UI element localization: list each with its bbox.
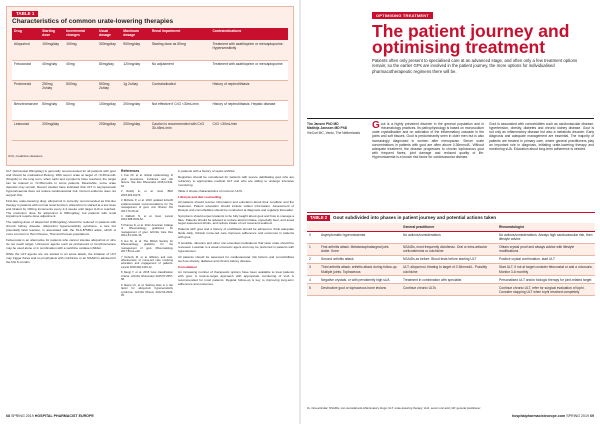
table2-header-cell: General practitioner [401, 223, 497, 231]
phase-index: 0 [307, 231, 319, 243]
folio-website: hospitalpharmacisteurope.com [511, 414, 566, 418]
table-row [12, 60, 288, 80]
table1 [12, 28, 288, 141]
table1-footnote: CrCl, creatinine clearance [8, 154, 43, 158]
table1-cell: 500mg [64, 80, 97, 100]
table-row [12, 80, 288, 100]
table2-cell: Obtain crystal proof and always advise with lifestyle modifications [497, 243, 595, 255]
folio-left [6, 414, 94, 418]
subheading: Lifestyle and diet counselling [178, 194, 222, 199]
table-row [12, 120, 288, 140]
reference-item: 8 Neogi T, et al. 2015 Gout classification criteria. Arthritis Rheumatol 2015;67:2557-68. [121, 271, 173, 282]
table1-cell: Febuxostat [12, 60, 40, 80]
article-headline: The patient journey and optimising treatment [372, 21, 570, 57]
table1-header-cell: Maximum dosage [121, 28, 150, 40]
paragraph: All patients should receive information and education about their condition and the treatment. Patient education should include written information. Assessment of lifestyle and comorbidities should be conducted at diagnosis and regularly thereafter. [178, 199, 294, 212]
reference-item: 7 Doherty M, et al. Efficacy and cost-effectiveness of nurse-led care involving education and engagement of patients. Lancet 2018;392:1403-12. [121, 255, 173, 269]
standfirst: Patients often only present to specialised care at an advanced stage, and often only a few treatment options remain; so the earlier GPs are involved in the patient journey, the more options for individualised pharmacotherapeutic regimens there will be. [372, 58, 578, 74]
table1-cell: Contraindicated [150, 80, 211, 100]
phase-index: 1 [307, 243, 319, 255]
dropcap: G [372, 120, 380, 131]
table1-cell: 40mg [64, 60, 97, 80]
folio-page-number: 68 [6, 414, 10, 418]
table-row [307, 255, 595, 263]
table1-cell: Not effective if CrCl <30mL/min [150, 100, 211, 120]
paragraph: If possible, diuretics and other non-essential medications that raise urate should be reviewed. Losartan is a weak uricosuric agent and may be preferred in patients with hypertension. [178, 241, 294, 254]
table2-cell: Treatment in combination with specialist [401, 276, 497, 284]
table-row [307, 276, 595, 284]
paragraph: The starting dose of allopurinol (100mg/day) should be reduced in patients with chronic kidney disease. Allopurinol hypersensitivity syndrome, a rare but potentially fatal reaction, is associated with the HLA-B*5801 allele, which is more common in Han Chinese, Thai and Korean populations. [6, 220, 116, 237]
reference-item: 4 Dalbeth N, et al. Gout. Lancet 2016;388:2039-52. [121, 214, 173, 222]
table2-cell: Second arthritis attack [319, 255, 401, 263]
table1-cell [64, 120, 97, 140]
table2-cell: Continue chronic ULT, refer for surgical evaluation of tophi. Consider stopping ULT when tophi resolved completely [497, 284, 595, 296]
phase-index: 5 [307, 284, 319, 296]
table1-cell: 100mg [64, 40, 97, 60]
table1-cell: 120mg/day [121, 60, 150, 80]
table1-cell: 900mg/day [121, 40, 150, 60]
folio-right [512, 414, 594, 418]
body-column-3 [178, 170, 294, 410]
table2-cell: No actions/considerations. Always high cardiovascular risk, then lifestyle advice [497, 231, 595, 243]
table2-footnote: IA, intra-articular; NSAIDs, non-steroidal anti-inflammatory drugs; ULT, urate-lowering therapy; sUA, serum uric acid; GP, general practitioner [307, 406, 481, 410]
table1-cell: Benzbromarone [12, 100, 40, 120]
table1-cell: 50mg/day [40, 100, 64, 120]
table1-cell: Treatment with azathioprine or mercaptopurine [210, 60, 288, 80]
paragraph: All patients should be assessed for cardiovascular risk factors and comorbidities such as obesity, diabetes and chronic kidney disease. [178, 255, 294, 264]
folio-issue-right: SPRING 2019 [566, 414, 589, 418]
paragraph: in patients with a history of septic arthritis. [178, 169, 236, 173]
table-row [12, 100, 288, 120]
table1-cell: Allopurinol [12, 40, 40, 60]
table-row [307, 231, 595, 243]
table2-header-row [307, 223, 595, 231]
table1-cell: 200mg/day [97, 120, 121, 140]
table2-title: Gout subdivided into phases in patient journey and potential actions taken [333, 215, 497, 220]
table1-cell: 300mg/day [97, 40, 121, 60]
table2-panel [307, 212, 595, 412]
table2-cell: Personalised ULT and/or biologic therapy for joint-related target [497, 276, 595, 284]
table2-cell: Destructive gout or tophaceous bone lesions [319, 284, 401, 296]
folio-publication: HOSPITAL PHARMACIST EUROPE [34, 414, 94, 418]
table1-cell: No adjustment [150, 60, 211, 80]
folio-page-number-right: 69 [590, 414, 594, 418]
table2-cell: Third arthritis attack: arthritis attack during follow-up. Multiple joints. Tophaceous [319, 263, 401, 275]
author-name-1: Tim Jansen PhD MD [307, 122, 339, 126]
table1-cell: 100mg/day [40, 40, 64, 60]
paragraph: While the ULT agents are not started in an acute attack, the initiation of ULT may trigger flares and so prophylaxis with colchicine or an NSAID is advised for the first 6 months. [6, 252, 116, 265]
reference-item: 6 Hui M, et al. The British Society for Rheumatology guideline for the management of gout. Rheumatology 2017;56:e1-e20. [121, 239, 173, 254]
table1-header-cell: Usual dosage [97, 28, 121, 40]
table1-header-cell: Starting dose [40, 28, 64, 40]
references-column [121, 170, 173, 410]
table-row [12, 40, 288, 60]
paragraph: Patients with gout and a history of urolithiasis should be advised to drink adequate fluids daily. Clinical nurse-led care improves adherence and outcomes in patients with gout. [178, 227, 294, 240]
table1-cell: 200mg/day [40, 120, 64, 140]
table1-cell: CrCl <30mL/min [210, 120, 288, 140]
table2 [307, 223, 595, 296]
table1-cell: 50mg [64, 100, 97, 120]
table1-header-cell: Contraindications [210, 28, 288, 40]
folio-issue: SPRING 2019 [11, 414, 34, 418]
table2-cell: Negative crystals, or with persistently high sUA [319, 276, 401, 284]
section-tag: OPTIMISING TREATMENT [372, 12, 433, 19]
table1-header-cell: Renal impairment [150, 28, 211, 40]
table1-cell: Treatment with azathioprine or mercaptopurine. Hypersensitivity [210, 40, 288, 60]
table-row [307, 243, 595, 255]
table2-cell: Positive crystal confirmation, start ULT [497, 255, 595, 263]
table2-header-cell [307, 223, 319, 231]
table2-cell: Start ULT, if not at target consider febuxostat or add a uricosuric. Monitor 3-6 monthly [497, 263, 595, 275]
table2-cell: NSAIDs as before. Blood tests before starting ULT [401, 255, 497, 263]
subheading: Consultation [178, 265, 197, 270]
phase-index: 3 [307, 263, 319, 275]
table1-title: Characteristics of common urate-lowering therapies [12, 18, 174, 25]
table2-header-cell: Rheumatologist [497, 223, 595, 231]
reference-item: 1 Kuo CF, et al. Global epidemiology of gout: prevalence, incidence and risk factors. Nat Rev Rheumatol 2015;11:649-62. [121, 174, 173, 188]
table1-cell: 1g 2x/day [121, 80, 150, 100]
reference-item: 2 Roddy E, et al. Gout. BMJ 2018;362:k3176. [121, 190, 173, 197]
table2-cell: First arthritis attack. Metatarsophalangeal joint. Ankle. Knee [319, 243, 401, 255]
paragraph: Febuxostat is an alternative for patients who cannot tolerate allopurinol or who do not reach target. Uricosuric agents such as probenecid or benzbromarone may be used alone or in combination with a xanthine oxidase inhibitor. [6, 238, 116, 251]
table1-cell: 250mg 2x/day [40, 80, 64, 100]
paragraph: First-line urate-lowering drug: allopurinol is currently recommended as first-line therapy in patients with normal renal function. Allopurinol is started at a low dose and titrated by 100mg increments every 2-4 weeks until target sUA is reached. The maximum dose for allopurinol is 900mg/day, but patients with renal impairment require dose adjustment. [6, 198, 116, 219]
intro-text-1: out is a highly prevalent disorder in the general population and in rheumatology practices. Its pathophysiology is based on monosodium urate crystallisation and on activation of the inflammatory cascade in the joints and soft tissues. Gout is predominantly seen in older men but is also increasingly diagnosed in women after menopause. Serum urate concentrations in patients with gout are often above 0.36mmol/L. Without adequate treatment, the disease progresses to chronic tophaceous gout with frequent flares, joint damage and reduced quality of life. Hyperuricaemia is a known risk factor for cardiovascular disease. [372, 122, 484, 160]
paragraph: Symptoms should expect patients to be fully taught about gout and how to manage a flare. Patients should be advised to reduce alcohol intake, especially beer, and avoid sugar-sweetened drinks, and reduce intake of red meat and seafood. [178, 213, 294, 226]
table2-tag: TABLE 2 [307, 215, 330, 221]
intro-column-2: Gout is associated with comorbidities such as cardiovascular disease, hypertension, obesity, diabetes and chronic kidney disease. Gout is not only an inflammatory disease but also a metabolic disorder. Early diagnosis and adequate management are essential. The majority of patients are treated in primary care, where general practitioners play an important role in diagnosis, initiating urate-lowering therapy and monitoring sUA. Education about long-term adherence is needed. [489, 122, 594, 151]
table1-cell: Probenecid [12, 80, 40, 100]
table2-cell: Asymptomatic hyperuricaemia [319, 231, 401, 243]
author-block [307, 122, 363, 135]
right-page [301, 0, 600, 424]
table1-cell: 500mg 2x/day [97, 80, 121, 100]
table1-cell: History of nephrolithiasis. Hepatic disease [210, 100, 288, 120]
table-row [307, 263, 595, 275]
author-name-2: Matthijs Janssen MD PhD [307, 126, 348, 131]
table1-tag: TABLE 1 [12, 11, 38, 17]
phase-index: 4 [307, 276, 319, 284]
phase-index: 2 [307, 255, 319, 263]
table1-cell: 100mg/day [97, 100, 121, 120]
table2-cell: NSAIDs, most frequently diclofenac. Oral or intra-articular corticosteroids or colchicine [401, 243, 497, 255]
paragraph: Table 2 shows characteristics of common ULTs. [178, 188, 243, 193]
reference-item: 9 Stamp LK, et al. Starting dose is a risk factor for allopurinol hypersensitivity syndrome. Arthritis Rheum 2012;64:2529-36. [121, 283, 173, 298]
table1-cell: 200mg/day [121, 100, 150, 120]
left-page [0, 0, 299, 424]
table2-cell: No actions/considerations [401, 231, 497, 243]
table1-cell: Lesinurad [12, 120, 40, 140]
reference-item: 5 Khanna D, et al. 2012 American College of Rheumatology guidelines for management of gout. Arthritis Care Res 2012;64:1431-46. [121, 223, 173, 238]
author-affiliation: VieCuri MC, Venlo, The Netherlands [307, 130, 361, 135]
table1-header-cell: Drug [12, 28, 40, 40]
table1-header-cell: Incremental changes [64, 28, 97, 40]
table-row [307, 284, 595, 296]
references-title: References [121, 169, 140, 173]
divider [307, 118, 594, 119]
table2-cell: Continue chronic ULTs [401, 284, 497, 296]
paragraph: An increasing number of therapeutic options have been available to treat patients with gout. A treat-to-target approach with appropriate monitoring of sUA is recommended for most patients. Regular follow-up is key to improving long-term adherence and outcomes. [178, 270, 294, 286]
table1-cell: 80mg/day [97, 60, 121, 80]
table1-cell: 40mg/day [40, 60, 64, 80]
table2-header-cell [319, 223, 401, 231]
reference-item: 3 Richette P, et al. 2016 updated EULAR evidence-based recommendations for the management of gout. Ann Rheum Dis 2017;76:29-42. [121, 199, 173, 213]
body-column-1 [6, 170, 116, 410]
paragraph: Registries should be considered for patients with severe debilitating gout who are refractory to appropriate medical ULT and who are willing to undergo intensive monitoring. [178, 174, 294, 187]
table1-cell: Caution is recommended with CrCl 30-45mL/min [150, 120, 211, 140]
table1-cell: Starting dose as 50mg [150, 40, 211, 60]
paragraph: ULT (febuxostat 80mg/day) is generally recommended for all patients with gout and should be maintained lifelong. With serum urate at target of <0.36mmol/L (6mg/dL) in the long term, when tophi and symptoms have resolved, the target can be relaxed to <0.36mmol/L in some patients. Meanwhile, some urate deposits may remain. Recent studies have indicated that ULT in asymptomatic hyperuricaemia does not reduce cardiovascular risk. Current evidence does not support this. [6, 169, 116, 197]
intro-column-1 [372, 122, 484, 208]
table1-cell: 200mg/day [121, 120, 150, 140]
table1-cell: History of nephrolithiasis [210, 80, 288, 100]
table2-cell: ULT: allopurinol, titrating to target of 0.36mmol/L. Possibly colchicine [401, 263, 497, 275]
table1-header-row [12, 28, 288, 40]
